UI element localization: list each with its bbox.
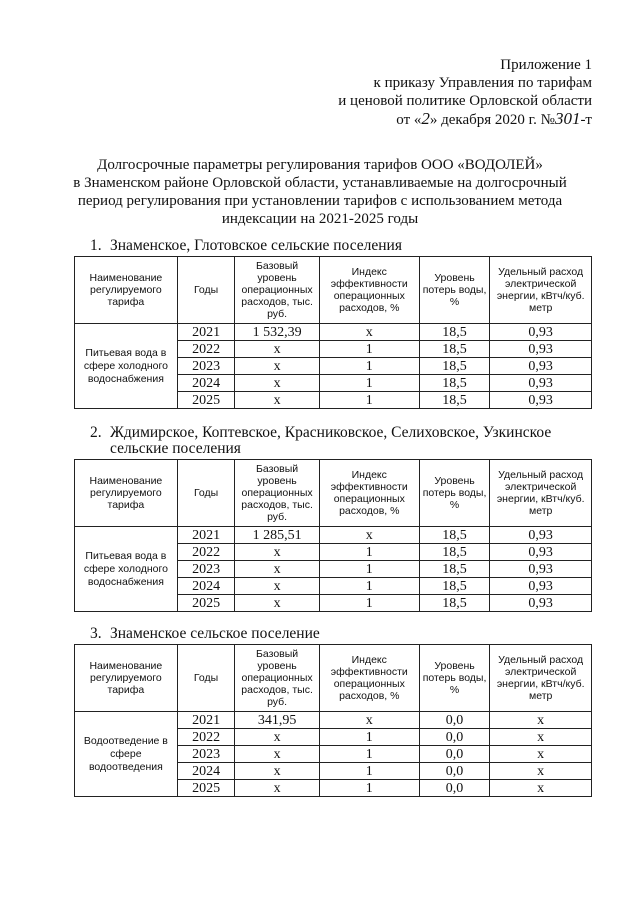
table-row: [75, 527, 592, 544]
header-base: Базовый уровень операционных расходов, тыс. руб.: [235, 645, 319, 712]
year-cell: 2024: [177, 375, 235, 392]
base-cell: 1 285,51: [235, 527, 319, 544]
losses-cell: 18,5: [419, 358, 490, 375]
year-cell: 2023: [177, 358, 235, 375]
base-cell: х: [235, 375, 319, 392]
energy-cell: х: [490, 746, 592, 763]
losses-cell: 18,5: [419, 595, 490, 612]
index-cell: 1: [319, 729, 419, 746]
energy-cell: 0,93: [490, 392, 592, 409]
year-cell: 2025: [177, 780, 235, 797]
base-cell: х: [235, 578, 319, 595]
header-index: Индекс эффективности операционных расходов, %: [319, 257, 419, 324]
table-header-row: [75, 257, 592, 324]
year-cell: 2021: [177, 712, 235, 729]
losses-cell: 18,5: [419, 527, 490, 544]
losses-cell: 18,5: [419, 544, 490, 561]
tariff-table: [74, 644, 592, 797]
losses-cell: 18,5: [419, 578, 490, 595]
year-cell: 2024: [177, 578, 235, 595]
header-energy: Удельный расход электрической энергии, кВтч/куб. метр: [490, 460, 592, 527]
section-number: 1.: [90, 237, 102, 254]
appendix-header: [338, 56, 592, 129]
header-energy: Удельный расход электрической энергии, кВтч/куб. метр: [490, 257, 592, 324]
tariff-name-cell: Питьевая вода в сфере холодного водоснабжения: [75, 527, 178, 612]
year-cell: 2022: [177, 729, 235, 746]
energy-cell: 0,93: [490, 358, 592, 375]
year-cell: 2025: [177, 595, 235, 612]
losses-cell: 18,5: [419, 324, 490, 341]
year-cell: 2023: [177, 746, 235, 763]
document-title: [60, 156, 580, 228]
section-title: [90, 425, 592, 457]
header-base: Базовый уровень операционных расходов, тыс. руб.: [235, 460, 319, 527]
title-line: в Знаменском районе Орловской области, устанавливаемые на долгосрочный: [73, 175, 567, 191]
energy-cell: 0,93: [490, 324, 592, 341]
index-cell: 1: [319, 746, 419, 763]
year-cell: 2024: [177, 763, 235, 780]
header-years: Годы: [177, 645, 235, 712]
section-3: [74, 626, 592, 797]
index-cell: 1: [319, 341, 419, 358]
appendix-line: и ценовой политике Орловской области: [338, 93, 592, 109]
losses-cell: 0,0: [419, 746, 490, 763]
header-losses: Уровень потерь воды, %: [419, 645, 490, 712]
section-1: [74, 238, 592, 409]
title-line: Долгосрочные параметры регулирования тарифов ООО «ВОДОЛЕЙ»: [97, 157, 543, 173]
energy-cell: 0,93: [490, 375, 592, 392]
index-cell: 1: [319, 392, 419, 409]
energy-cell: 0,93: [490, 544, 592, 561]
index-cell: 1: [319, 780, 419, 797]
header-losses: Уровень потерь воды, %: [419, 257, 490, 324]
energy-cell: х: [490, 712, 592, 729]
losses-cell: 0,0: [419, 780, 490, 797]
header-years: Годы: [177, 460, 235, 527]
base-cell: х: [235, 358, 319, 375]
header-base: Базовый уровень операционных расходов, тыс. руб.: [235, 257, 319, 324]
base-cell: 1 532,39: [235, 324, 319, 341]
base-cell: х: [235, 780, 319, 797]
year-cell: 2021: [177, 324, 235, 341]
header-energy: Удельный расход электрической энергии, кВтч/куб. метр: [490, 645, 592, 712]
tariff-name-cell: Питьевая вода в сфере холодного водоснабжения: [75, 324, 178, 409]
losses-cell: 0,0: [419, 763, 490, 780]
losses-cell: 0,0: [419, 712, 490, 729]
header-name: Наименование регулируемого тарифа: [75, 460, 178, 527]
index-cell: 1: [319, 763, 419, 780]
index-cell: х: [319, 527, 419, 544]
losses-cell: 18,5: [419, 561, 490, 578]
base-cell: х: [235, 746, 319, 763]
tariff-table: [74, 459, 592, 612]
table-row: [75, 712, 592, 729]
section-title-text-continued: сельские поселения: [110, 440, 241, 457]
index-cell: 1: [319, 358, 419, 375]
section-number: 3.: [90, 625, 102, 642]
index-cell: 1: [319, 561, 419, 578]
losses-cell: 18,5: [419, 392, 490, 409]
index-cell: 1: [319, 544, 419, 561]
energy-cell: х: [490, 763, 592, 780]
base-cell: 341,95: [235, 712, 319, 729]
base-cell: х: [235, 561, 319, 578]
year-cell: 2021: [177, 527, 235, 544]
date-prefix: от «: [396, 112, 422, 128]
losses-cell: 0,0: [419, 729, 490, 746]
title-line: период регулирования при установлении тарифов с использованием метода: [77, 193, 563, 209]
section-title-text: Знаменское, Глотовское сельские поселения: [110, 237, 402, 254]
header-name: Наименование регулируемого тарифа: [75, 257, 178, 324]
index-cell: 1: [319, 578, 419, 595]
order-suffix: -т: [580, 112, 592, 128]
title-line: индексации на 2021-2025 годы: [221, 211, 419, 227]
section-title: [90, 238, 592, 254]
header-index: Индекс эффективности операционных расходов, %: [319, 460, 419, 527]
index-cell: х: [319, 324, 419, 341]
date-middle: » декабря 2020 г. №: [429, 112, 555, 128]
energy-cell: 0,93: [490, 561, 592, 578]
energy-cell: х: [490, 729, 592, 746]
table-header-row: [75, 645, 592, 712]
losses-cell: 18,5: [419, 375, 490, 392]
index-cell: х: [319, 712, 419, 729]
energy-cell: 0,93: [490, 341, 592, 358]
year-cell: 2022: [177, 341, 235, 358]
energy-cell: 0,93: [490, 578, 592, 595]
index-cell: 1: [319, 595, 419, 612]
header-losses: Уровень потерь воды, %: [419, 460, 490, 527]
base-cell: х: [235, 729, 319, 746]
year-cell: 2022: [177, 544, 235, 561]
energy-cell: 0,93: [490, 595, 592, 612]
handwritten-day: 2: [421, 109, 430, 128]
appendix-line: Приложение 1: [500, 57, 592, 73]
index-cell: 1: [319, 375, 419, 392]
energy-cell: 0,93: [490, 527, 592, 544]
year-cell: 2025: [177, 392, 235, 409]
header-name: Наименование регулируемого тарифа: [75, 645, 178, 712]
losses-cell: 18,5: [419, 341, 490, 358]
year-cell: 2023: [177, 561, 235, 578]
handwritten-order-number: 301: [554, 109, 581, 128]
header-years: Годы: [177, 257, 235, 324]
table-header-row: [75, 460, 592, 527]
table-row: [75, 324, 592, 341]
section-2: [74, 425, 592, 612]
tariff-name-cell: Водоотведение в сфере водоотведения: [75, 712, 178, 797]
energy-cell: х: [490, 780, 592, 797]
base-cell: х: [235, 763, 319, 780]
appendix-date-line: [338, 110, 592, 129]
section-title: [90, 626, 592, 642]
header-index: Индекс эффективности операционных расходов, %: [319, 645, 419, 712]
appendix-line: к приказу Управления по тарифам: [373, 75, 592, 91]
base-cell: х: [235, 341, 319, 358]
base-cell: х: [235, 392, 319, 409]
section-number: 2.: [90, 424, 102, 441]
base-cell: х: [235, 544, 319, 561]
section-title-text: Знаменское сельское поселение: [110, 625, 320, 642]
section-title-text: Ждимирское, Коптевское, Красниковское, Селиховское, Узкинское: [110, 424, 552, 441]
tariff-table: [74, 256, 592, 409]
base-cell: х: [235, 595, 319, 612]
